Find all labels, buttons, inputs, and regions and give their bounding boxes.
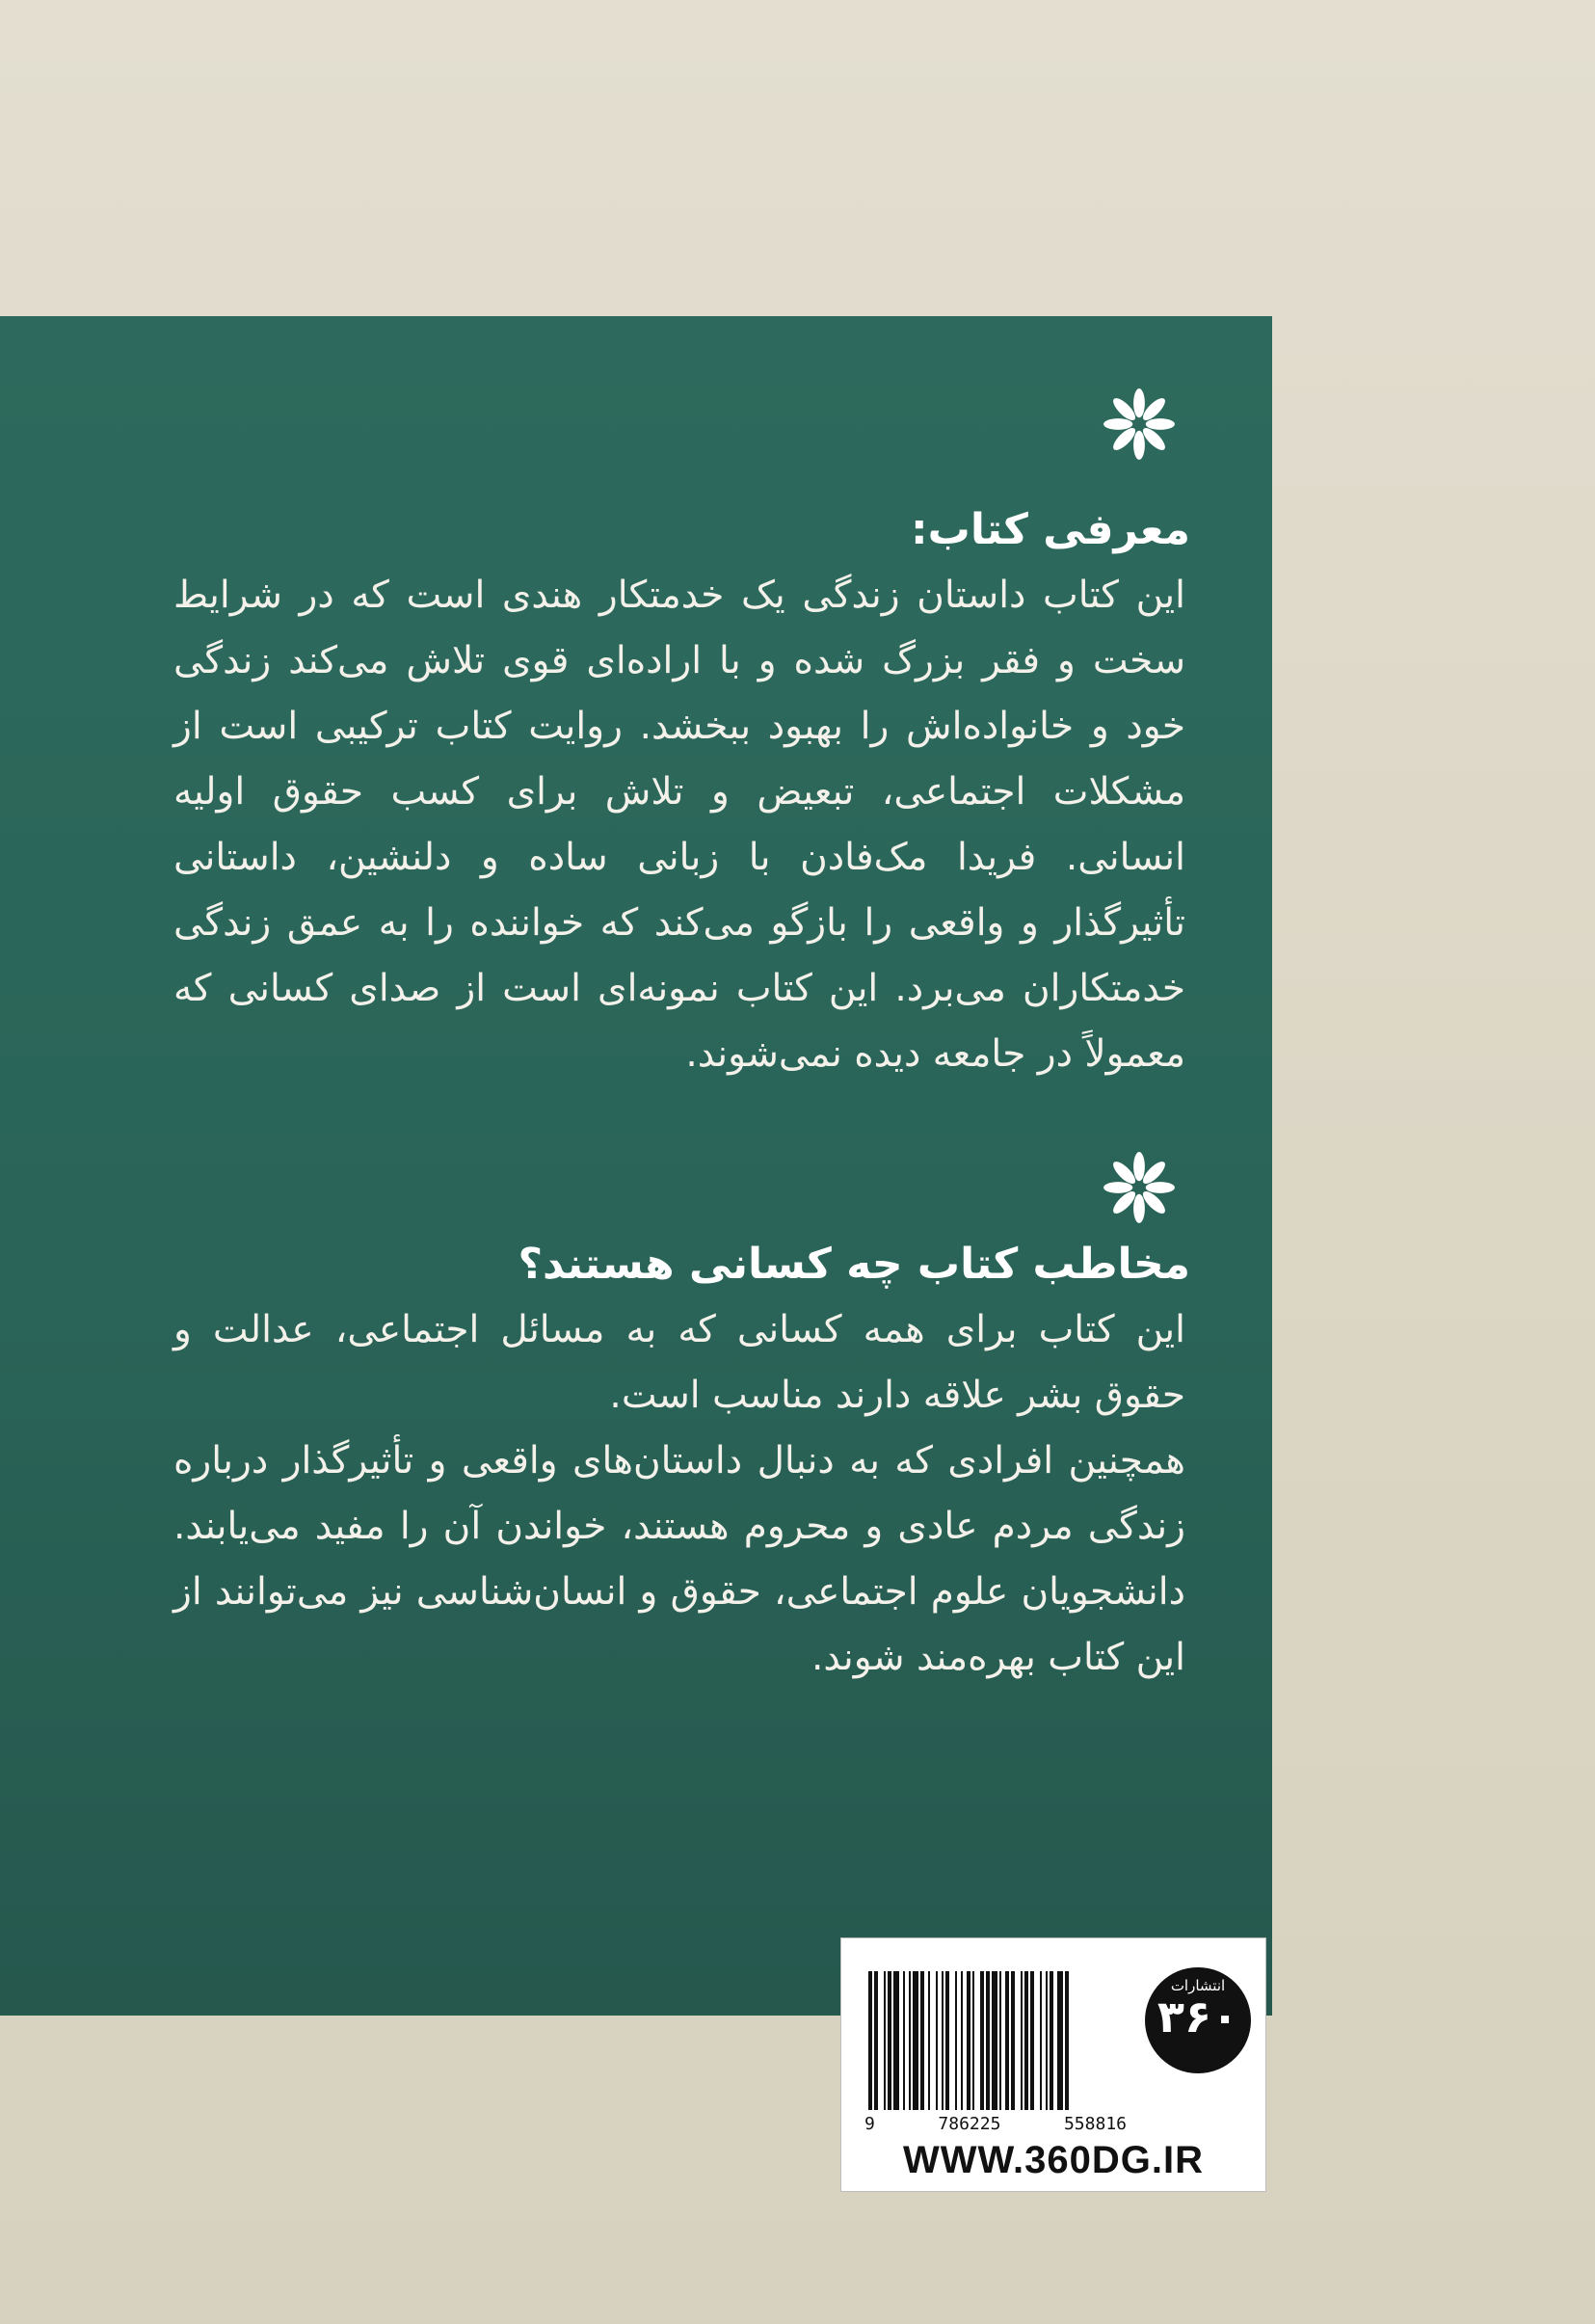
barcode-bar xyxy=(936,1971,938,2110)
flower-icon xyxy=(1099,384,1180,465)
barcode-bar xyxy=(986,1971,990,2110)
barcode-bar xyxy=(945,1971,949,2110)
isbn-group-1: 786225 xyxy=(938,2114,1001,2134)
section-heading-about: معرفی کتاب: xyxy=(911,505,1190,554)
audience-paragraph-1: این کتاب برای همه کسانی که به مسائل اجتماعی، عدالت و حقوق بشر علاقه دارند مناسب است. xyxy=(173,1308,1185,1417)
barcode-bar xyxy=(972,1971,974,2110)
isbn-prefix: 9 xyxy=(864,2114,875,2134)
flower-icon xyxy=(1099,1147,1180,1228)
barcode-bar xyxy=(967,1971,970,2110)
barcode-bar xyxy=(1005,1971,1009,2110)
barcode-bar xyxy=(874,1971,878,2110)
barcode-bar xyxy=(893,1971,899,2110)
barcode-bar xyxy=(1021,1971,1023,2110)
barcode-bar xyxy=(909,1971,911,2110)
barcode-bar xyxy=(920,1971,924,2110)
barcode-bar xyxy=(928,1971,930,2110)
barcode-bar xyxy=(1046,1971,1048,2110)
barcode-bar xyxy=(980,1971,984,2110)
section-heading-audience: مخاطب کتاب چه کسانی هستند؟ xyxy=(518,1240,1190,1289)
section-body-about: این کتاب داستان زندگی یک خدمتکار هندی است که در شرایط سخت و فقر بزرگ شده و با اراده‌ای قوی تلاش می‌کند زندگی خود و خانواده‌اش را بهبود ببخشد. روایت کتاب ترکیبی است از مشکلات اجتماعی، تبعیض و تلاش برای کسب حقوق اولیه انسانی. فریدا مک‌فادن با زبانی ساده و دلنشین، داستانی تأثیرگذار و واقعی را بازگو می‌کند که خواننده را به عمق زندگی خدمتکاران می‌برد. این کتاب نمونه‌ای است از صدای کسانی که معمولاً در جامعه دیده نمی‌شوند. xyxy=(173,574,1185,1076)
publisher-website: WWW.360DG.IR xyxy=(902,2139,1205,2181)
barcode-bar xyxy=(1030,1971,1034,2110)
barcode-bar xyxy=(1024,1971,1028,2110)
barcode-bar xyxy=(868,1971,872,2110)
barcode-bar xyxy=(942,1971,944,2110)
publisher-logo-number: ۳۶۰ xyxy=(1156,1990,1239,2043)
barcode-bar xyxy=(1011,1971,1015,2110)
barcode-bar xyxy=(1050,1971,1053,2110)
barcode-bar xyxy=(999,1971,1001,2110)
barcode-bar xyxy=(903,1971,905,2110)
barcode-bar xyxy=(1040,1971,1042,2110)
barcode-bar xyxy=(884,1971,886,2110)
publisher-logo xyxy=(1145,1967,1251,2073)
barcode-image xyxy=(864,1971,1127,2110)
barcode-bar xyxy=(961,1971,963,2110)
barcode-bar xyxy=(955,1971,957,2110)
barcode-bar xyxy=(888,1971,891,2110)
barcode-bar xyxy=(1057,1971,1063,2110)
barcode-bar xyxy=(1065,1971,1069,2110)
barcode-label xyxy=(840,1937,1266,2192)
section-body-audience xyxy=(173,1297,1185,1691)
isbn-number xyxy=(864,2114,1127,2134)
isbn-group-2: 558816 xyxy=(1063,2114,1127,2134)
barcode-bar xyxy=(992,1971,997,2110)
audience-paragraph-2: همچنین افرادی که به دنبال داستان‌های واقعی و تأثیرگذار درباره زندگی مردم عادی و محروم هستند، خواندن آن را مفید می‌یابند. دانشجویان علوم اجتماعی، حقوق و انسان‌شناسی نیز می‌توانند از این کتاب بهره‌مند شوند. xyxy=(173,1439,1185,1679)
publisher-logo-label: انتشارات xyxy=(1170,1977,1226,1994)
barcode-bar xyxy=(913,1971,918,2110)
